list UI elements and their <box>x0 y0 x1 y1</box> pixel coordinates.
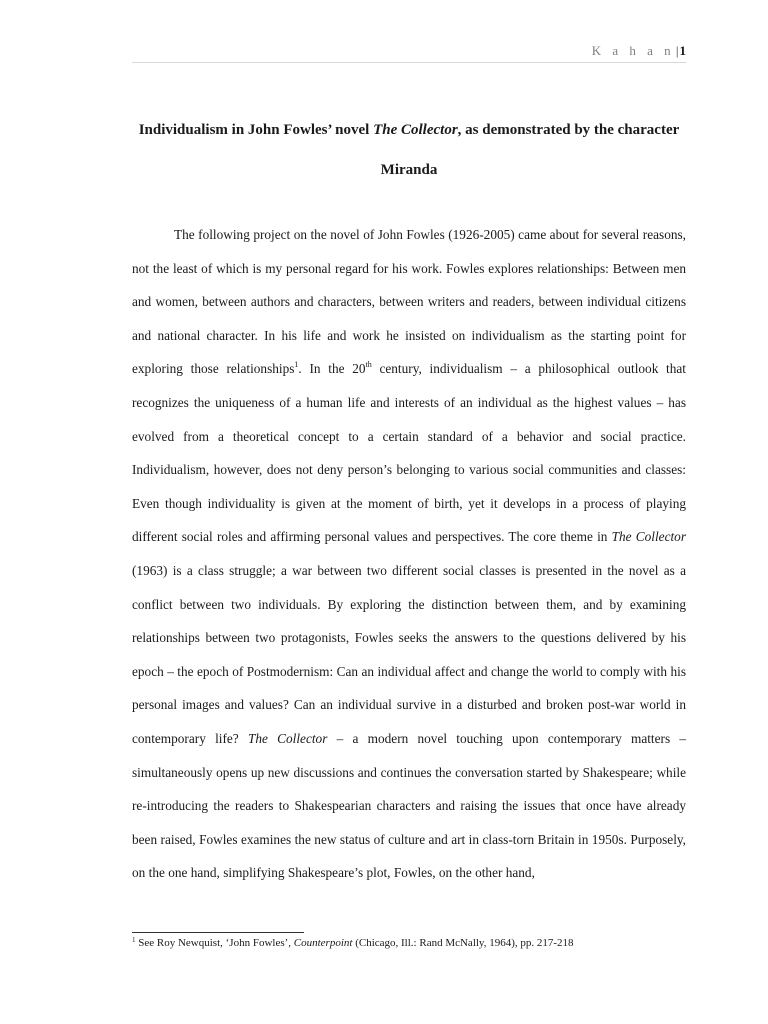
footnote <box>132 935 686 951</box>
footnote-separator <box>132 932 304 933</box>
body-text-segment: . In the 20 <box>298 361 366 377</box>
body-text-segment: (1963) is a class struggle; a war between two different social classes is presented in the novel as a conflict between two individuals. By exploring the distinction between them, and by examining relationships between two protagonists, Fowles seeks the answers to the questions delivered by his epoch – the epoch of Postmodernism: Can an individual affect and change the world to comply with his personal images and values? Can an individual survive in a disturbed and broken post-war world in contemporary life? <box>132 562 686 746</box>
title-text-end: , as demonstrated by the character Miranda <box>380 122 680 178</box>
body-paragraph <box>132 218 686 890</box>
footnote-text-start: See Roy Newquist, ‘John Fowles’, <box>135 937 294 949</box>
book-title-italic: The Collector <box>247 730 328 746</box>
footnote-number: 1 <box>132 936 136 944</box>
running-header <box>592 42 686 60</box>
page-number: 1 <box>679 43 686 58</box>
body-text-segment: – a modern novel touching upon contemporary matters – simultaneously opens up new discussions and continues the conversation started by Shakespeare; while re-introducing the readers to Shakespearian characters and raising the issues that once have already been raised, Fowles examines the new status of culture and art in class-torn Britain in 1950s. Purposely, on the one hand, simplifying Shakespeare’s plot, Fowles, on the other hand, <box>132 730 687 881</box>
body-text-segment: century, individualism – a philosophical outlook that recognizes the uniqueness of a human life and interests of an individual as the highest values – has evolved from a theoretical concept to a certain standard of a behavior and social practice. Individualism, however, does not deny person’s belonging to various social communities and classes: Even though individuality is given at the moment of birth, yet it develops in a process of playing different social roles and affirming personal values and perspectives. The core theme in <box>132 361 686 545</box>
footnote-work-title: Counterpoint <box>293 937 353 949</box>
page-header <box>132 42 686 63</box>
title-book-name: The Collector <box>373 122 458 138</box>
body-text-segment: The following project on the novel of John Fowles (1926-2005) came about for several reasons, not the least of which is my personal regard for his work. Fowles explores relationships: Between men and women, between authors and characters, between writers and readers, between individual citizens and national character. In his life and work he insisted on individualism as the starting point for exploring those relationships <box>132 227 686 377</box>
ordinal-suffix: th <box>365 360 372 370</box>
header-author-name: K a h a n <box>591 43 675 58</box>
document-title <box>132 110 686 190</box>
header-separator: | <box>675 43 679 58</box>
title-text-start: Individualism in John Fowles’ novel <box>138 122 374 138</box>
book-title-italic: The Collector <box>611 529 687 545</box>
footnote-reference: 1 <box>294 360 299 370</box>
footnote-text-end: (Chicago, Ill.: Rand McNally, 1964), pp. 217-218 <box>352 937 574 949</box>
